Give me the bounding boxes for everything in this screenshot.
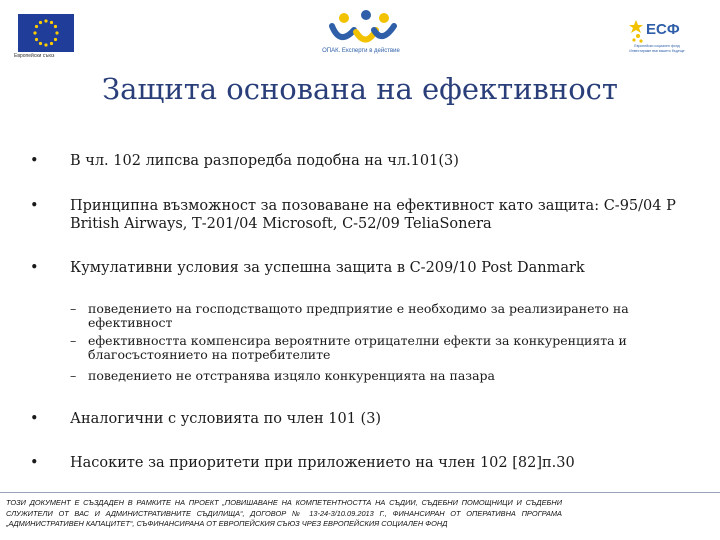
esf-logo-caption: Европейски социален фонд Инвестираме във вашето бъдеще xyxy=(629,44,685,53)
footer-disclaimer: ТОЗИ ДОКУМЕНТ Е СЪЗДАДЕН В РАМКИТЕ НА ПРОЕКТ „ПОВИШАВАНЕ НА КОМПЕТЕНТНОСТТА НА СЪДИИ, СЪДЕБНИ ПОМОЩНИЦИ И СЪДЕБНИ СЛУЖИТЕЛИ ОТ ВАС И АДМИНИСТРАТИВНИТЕ СЪДИЛИЩА“, ДОГОВОР № 13-24-3/10.09.2013 Г., ФИНАНСИРАН ОТ ОПЕРАТИВНА ПРОГРАМА „АДМИНИСТРАТИВЕН КАПАЦИТЕТ“, СЪФИНАНСИРАНА ОТ ЕВРОПЕЙСКИЯ СЪЮЗ ЧРЕЗ ЕВРОПЕЙСКИЯ СОЦИАЛЕН ФОНД xyxy=(6,498,562,528)
sub-bullet-text: ефективността компенсира вероятните отрицателни ефекти за конкуренцията и благосъстоянието на потребителите xyxy=(88,333,627,362)
page-title: Защита основана на ефективност xyxy=(102,72,618,106)
opak-logo-caption: ОПАК. Експерти в действие xyxy=(322,48,400,54)
sub-bullet-dash: – xyxy=(70,368,77,383)
esf-logo xyxy=(626,14,696,48)
bullet-text: Принципна възможност за позоваване на ефективност като защита: C-95/04 P British Airways, Т-201/04 Microsoft, C-52/09 TeliaSonera xyxy=(70,198,676,232)
footer-divider xyxy=(0,492,720,493)
bullet-text: Аналогични с условията по член 101 (3) xyxy=(70,411,382,427)
eu-flag-logo xyxy=(18,14,74,52)
sub-bullet-text: поведението на господстващото предприятие е необходимо за реализирането на ефективност xyxy=(88,301,629,330)
bullet-text: Насоките за приоритети при приложението на член 102 [82]п.30 xyxy=(70,455,575,471)
bullet-dot: • xyxy=(30,455,39,471)
eu-logo-caption: Европейски съюз xyxy=(14,53,55,59)
bullet-dot: • xyxy=(30,153,39,169)
bullet-text: Кумулативни условия за успешна защита в С-209/10 Post Danmark xyxy=(70,260,585,276)
sub-bullet-text: поведението не отстранява изцяло конкуренцията на пазара xyxy=(88,368,495,383)
esf-logo-text: ЕСФ xyxy=(646,21,680,38)
sub-bullet-dash: – xyxy=(70,301,77,316)
bullet-dot: • xyxy=(30,198,39,214)
sub-bullet-dash: – xyxy=(70,333,77,348)
bullet-dot: • xyxy=(30,260,39,276)
bullet-text: В чл. 102 липсва разпоредба подобна на чл.101(3) xyxy=(70,153,459,169)
bullet-dot: • xyxy=(30,411,39,427)
